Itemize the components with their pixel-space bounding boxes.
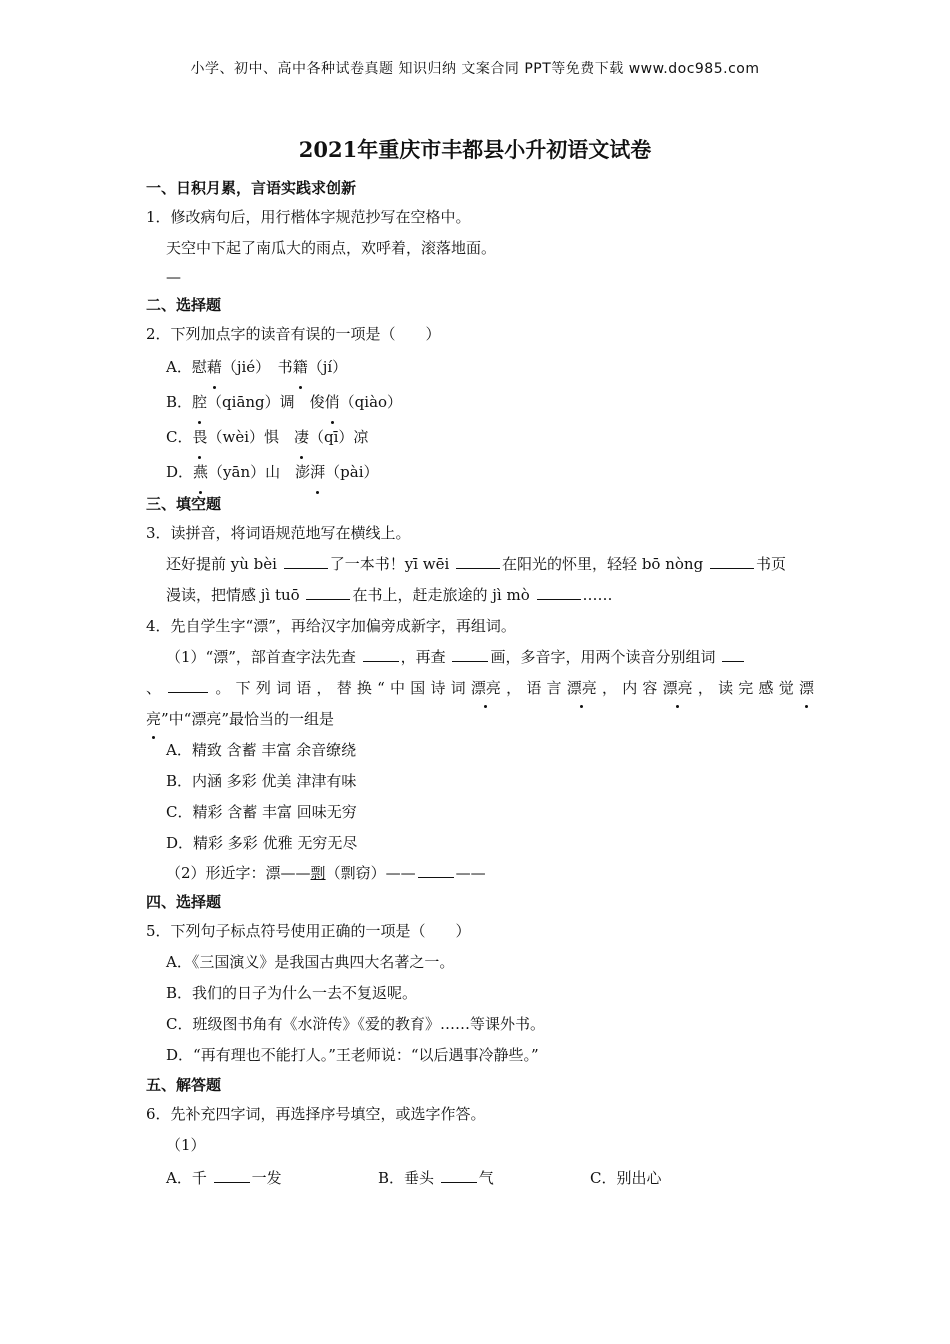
dotted-char: 籍 xyxy=(293,350,308,385)
question-text: 画，多音字，用两个读音分别组词 xyxy=(490,648,721,666)
answer-blank[interactable] xyxy=(214,1168,250,1183)
option-text: （qiào） xyxy=(339,393,403,411)
question-text: 了一本书！yī wēi xyxy=(329,555,455,573)
question-text: ，语言 xyxy=(500,679,567,697)
dotted-char: 漂 xyxy=(799,673,814,704)
question-6-stem: 6．先补充四字词，再选择序号填空，或选字作答。 xyxy=(146,1105,486,1123)
question-1-answer-line[interactable]: — xyxy=(166,268,181,286)
question-text: 漫读，把情感 jì tuō xyxy=(166,586,305,604)
question-2-option-d[interactable] xyxy=(146,455,814,490)
question-text: 书页 xyxy=(755,555,786,573)
question-3-stem: 3．读拼音，将词语规范地写在横线上。 xyxy=(146,524,411,542)
question-text: 。下列词语，替换“中国诗词 xyxy=(210,679,471,697)
page-header: 小学、初中、高中各种试卷真题 知识归纳 文案合同 PPT等免费下载 www.doc985.com xyxy=(190,61,760,77)
section-heading: 一、日积月累，言语实践求创新 xyxy=(146,179,357,197)
question-6-sub-1: （1） xyxy=(166,1136,206,1154)
question-5-option-b[interactable]: B．我们的日子为什么一去不复返呢。 xyxy=(166,984,418,1002)
dotted-char: 燕 xyxy=(193,455,208,490)
page-title: 2021年重庆市丰都县小升初语文试卷 xyxy=(298,137,652,162)
question-text: （剽窃）—— xyxy=(325,864,416,882)
question-text: 还好提前 yù bèi xyxy=(166,555,282,573)
option-text: （jié） 书 xyxy=(221,358,293,376)
question-2-option-a[interactable] xyxy=(146,350,814,385)
question-text: （1）“漂”，部首查字法先查 xyxy=(166,648,361,666)
question-4-option-b[interactable]: B．内涵 多彩 优美 津津有味 xyxy=(166,772,357,790)
question-4-option-a[interactable]: A．精致 含蓄 丰富 余音缭绕 xyxy=(166,741,357,759)
exam-content xyxy=(146,174,814,1196)
question-5-option-a[interactable]: A．《三国演义》是我国古典四大名著之一。 xyxy=(166,953,455,971)
question-4-part-1-line-3 xyxy=(146,704,814,735)
dotted-char: 亮 xyxy=(146,704,161,735)
answer-blank[interactable] xyxy=(456,554,500,569)
option-text: 气 xyxy=(478,1169,494,1187)
section-heading: 三、填空题 xyxy=(146,495,222,513)
answer-blank[interactable] xyxy=(452,647,488,662)
option-text: （qiāng）调 俊 xyxy=(207,393,325,411)
question-2-option-c[interactable] xyxy=(146,420,814,455)
question-2-stem: 2．下列加点字的读音有误的一项是（ ） xyxy=(146,325,441,343)
question-5-stem: 5．下列句子标点符号使用正确的一项是（ ） xyxy=(146,922,471,940)
option-text: B． xyxy=(166,393,193,411)
question-text: ”中“漂亮”最恰当的一组是 xyxy=(161,710,335,728)
section-heading: 二、选择题 xyxy=(146,296,222,314)
answer-blank[interactable] xyxy=(537,585,581,600)
answer-blank[interactable] xyxy=(168,678,208,693)
question-3-line-1 xyxy=(146,549,814,580)
answer-blank[interactable] xyxy=(418,863,454,878)
underlined-char: 剽 xyxy=(310,864,326,882)
dotted-word: 漂亮 xyxy=(567,673,597,704)
question-4-part-2 xyxy=(146,859,814,888)
question-6-options xyxy=(146,1161,814,1196)
option-text: D． xyxy=(166,463,194,481)
option-text: （wèi）惧 xyxy=(207,428,295,446)
dotted-char: 湃 xyxy=(310,455,325,490)
section-heading: 四、选择题 xyxy=(146,893,222,911)
option-text: B．垂头 xyxy=(378,1169,439,1187)
option-text: A．千 xyxy=(166,1169,212,1187)
option-text: （pài） xyxy=(325,463,379,481)
option-text: （jí） xyxy=(307,358,348,376)
section-heading: 五、解答题 xyxy=(146,1076,222,1094)
question-text: 、 xyxy=(146,679,167,697)
question-5-option-d[interactable]: D．“再有理也不能打人。”王老师说：“以后遇事冷静些。” xyxy=(166,1046,539,1064)
dotted-char: 凄 xyxy=(294,420,309,455)
option-text: （qī）凉 xyxy=(309,428,369,446)
question-6-option-c[interactable]: C．别出心 xyxy=(590,1169,662,1187)
question-4-option-c[interactable]: C．精彩 含蓄 丰富 回味无穷 xyxy=(166,803,357,821)
dotted-char: 腔 xyxy=(192,385,207,420)
question-text: —— xyxy=(455,864,486,882)
question-text: ，内容 xyxy=(596,679,663,697)
answer-blank[interactable] xyxy=(722,647,744,662)
option-text: C． xyxy=(166,428,193,446)
question-text: ，读完感觉 xyxy=(692,679,799,697)
question-text: （2）形近字：漂—— xyxy=(166,864,311,882)
question-2-option-b[interactable] xyxy=(146,385,814,420)
dotted-char: 俏 xyxy=(325,385,340,420)
question-text: 在阳光的怀里，轻轻 bō nòng xyxy=(502,555,708,573)
answer-blank[interactable] xyxy=(363,647,399,662)
dotted-char: 藉 xyxy=(207,350,222,385)
question-text: …… xyxy=(582,586,613,604)
question-4-part-1-line-1 xyxy=(146,642,814,673)
option-text: 一发 xyxy=(251,1169,282,1187)
question-6-option-a[interactable] xyxy=(166,1161,378,1196)
dotted-word: 漂亮 xyxy=(471,673,501,704)
option-text: A．慰 xyxy=(166,358,207,376)
answer-blank[interactable] xyxy=(284,554,328,569)
answer-blank[interactable] xyxy=(710,554,754,569)
answer-blank[interactable] xyxy=(306,585,350,600)
question-4-part-1-line-2 xyxy=(146,673,814,704)
question-3-line-2 xyxy=(146,580,814,611)
question-5-option-c[interactable]: C．班级图书角有《水浒传》《爱的教育》……等课外书。 xyxy=(166,1015,545,1033)
dotted-char: 畏 xyxy=(192,420,207,455)
question-6-option-b[interactable] xyxy=(378,1161,590,1196)
question-text: ，再查 xyxy=(400,648,451,666)
option-text: （yān）山 澎 xyxy=(208,463,311,481)
answer-blank[interactable] xyxy=(441,1168,477,1183)
question-text: 在书上，赶走旅途的 jì mò xyxy=(352,586,535,604)
question-4-stem: 4．先自学生字“漂”，再给汉字加偏旁成新字，再组词。 xyxy=(146,617,516,635)
question-1-stem: 1．修改病句后，用行楷体字规范抄写在空格中。 xyxy=(146,208,471,226)
question-4-option-d[interactable]: D．精彩 多彩 优雅 无穷无尽 xyxy=(166,834,358,852)
question-1-sentence: 天空中下起了南瓜大的雨点，欢呼着，滚落地面。 xyxy=(166,239,497,257)
dotted-word: 漂亮 xyxy=(663,673,693,704)
